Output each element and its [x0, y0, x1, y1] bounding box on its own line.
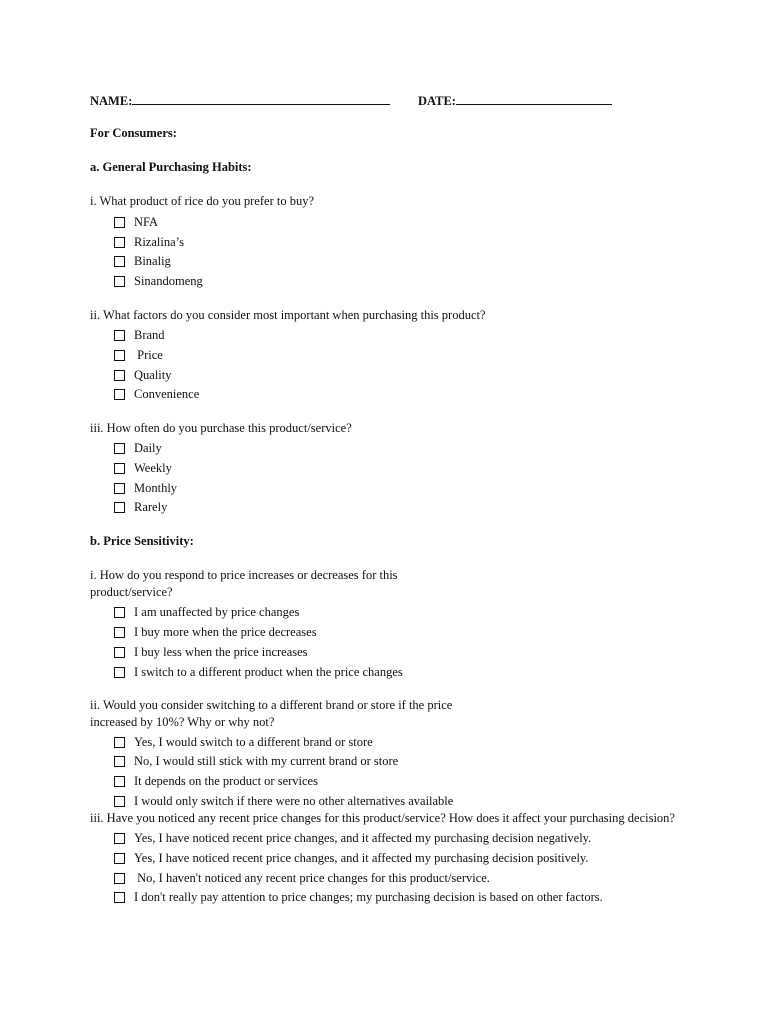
checkbox[interactable] — [114, 853, 125, 864]
option-label: Convenience — [134, 386, 200, 401]
question-b1-line2: product/service? — [90, 585, 173, 599]
name-field[interactable] — [90, 92, 390, 109]
checkbox[interactable] — [114, 647, 125, 658]
checkbox[interactable] — [114, 330, 125, 341]
checkbox[interactable] — [114, 502, 125, 513]
option-label: Yes, I have noticed recent price changes, and it affected my purchasing decision positively. — [134, 850, 589, 865]
checkbox[interactable] — [114, 443, 125, 454]
option-b1-1[interactable] — [114, 604, 299, 620]
checkbox[interactable] — [114, 756, 125, 767]
option-label: NFA — [134, 214, 159, 229]
date-field[interactable] — [418, 92, 612, 109]
checkbox[interactable] — [114, 737, 125, 748]
option-label: Weekly — [134, 460, 172, 475]
question-b2-line1: ii. Would you consider switching to a different brand or store if the price — [90, 698, 453, 712]
option-b3-4[interactable] — [114, 889, 603, 905]
option-b2-1[interactable] — [114, 734, 373, 750]
checkbox[interactable] — [114, 627, 125, 638]
option-a2-2[interactable] — [114, 347, 163, 363]
name-blank-line[interactable] — [132, 92, 390, 105]
option-label: Yes, I have noticed recent price changes, and it affected my purchasing decision negatively. — [134, 830, 592, 845]
checkbox[interactable] — [114, 217, 125, 228]
checkbox[interactable] — [114, 463, 125, 474]
section-title: For Consumers: — [90, 126, 177, 140]
option-a1-3[interactable] — [114, 253, 171, 269]
checkbox[interactable] — [114, 276, 125, 287]
option-label: Binalig — [134, 253, 171, 268]
option-label: Monthly — [134, 480, 178, 495]
option-label: No, I haven't noticed any recent price changes for this product/service. — [134, 870, 490, 885]
question-a2: ii. What factors do you consider most important when purchasing this product? — [90, 308, 486, 322]
option-b3-1[interactable] — [114, 830, 591, 846]
date-blank-line[interactable] — [456, 92, 612, 105]
option-label: I switch to a different product when the price changes — [134, 664, 403, 679]
question-b2-line2: increased by 10%? Why or why not? — [90, 715, 275, 729]
option-label: Price — [134, 347, 163, 362]
option-a1-2[interactable] — [114, 234, 184, 250]
question-b3: iii. Have you noticed any recent price changes for this product/service? How does it affect your purchasing decision? — [90, 811, 675, 825]
checkbox[interactable] — [114, 389, 125, 400]
option-label: Yes, I would switch to a different brand or store — [134, 734, 373, 749]
checkbox[interactable] — [114, 483, 125, 494]
option-label: I buy less when the price increases — [134, 644, 308, 659]
name-label: NAME: — [90, 94, 133, 108]
option-label: Brand — [134, 327, 165, 342]
checkbox[interactable] — [114, 350, 125, 361]
question-b1-line1: i. How do you respond to price increases or decreases for this — [90, 568, 398, 582]
section-b-title: b. Price Sensitivity: — [90, 534, 194, 548]
option-label: No, I would still stick with my current brand or store — [134, 753, 399, 768]
option-label: Daily — [134, 440, 162, 455]
option-a2-4[interactable] — [114, 386, 199, 402]
option-a1-4[interactable] — [114, 273, 203, 289]
option-label: Quality — [134, 367, 172, 382]
option-a1-1[interactable] — [114, 214, 158, 230]
option-label: I buy more when the price decreases — [134, 624, 317, 639]
option-a3-4[interactable] — [114, 499, 167, 515]
checkbox[interactable] — [114, 833, 125, 844]
option-label: Sinandomeng — [134, 273, 203, 288]
option-a3-3[interactable] — [114, 480, 177, 496]
checkbox[interactable] — [114, 873, 125, 884]
option-b3-3[interactable] — [114, 870, 490, 886]
option-a2-3[interactable] — [114, 367, 172, 383]
option-b2-4[interactable] — [114, 793, 453, 809]
checkbox[interactable] — [114, 796, 125, 807]
option-a2-1[interactable] — [114, 327, 165, 343]
option-a3-1[interactable] — [114, 440, 162, 456]
checkbox[interactable] — [114, 776, 125, 787]
option-label: I would only switch if there were no other alternatives available — [134, 793, 454, 808]
option-label: Rizalina’s — [134, 234, 184, 249]
checkbox[interactable] — [114, 237, 125, 248]
option-b2-3[interactable] — [114, 773, 318, 789]
checkbox[interactable] — [114, 256, 125, 267]
option-label: I am unaffected by price changes — [134, 604, 300, 619]
option-b3-2[interactable] — [114, 850, 589, 866]
option-label: It depends on the product or services — [134, 773, 318, 788]
option-label: Rarely — [134, 499, 168, 514]
section-a-title: a. General Purchasing Habits: — [90, 160, 252, 174]
question-a3: iii. How often do you purchase this product/service? — [90, 421, 352, 435]
checkbox[interactable] — [114, 370, 125, 381]
checkbox[interactable] — [114, 667, 125, 678]
option-b1-3[interactable] — [114, 644, 308, 660]
option-b2-2[interactable] — [114, 753, 398, 769]
option-label: I don't really pay attention to price changes; my purchasing decision is based on other factors. — [134, 889, 603, 904]
question-a1: i. What product of rice do you prefer to buy? — [90, 194, 314, 208]
option-b1-4[interactable] — [114, 664, 403, 680]
checkbox[interactable] — [114, 607, 125, 618]
option-a3-2[interactable] — [114, 460, 172, 476]
date-label: DATE: — [418, 94, 456, 108]
option-b1-2[interactable] — [114, 624, 317, 640]
checkbox[interactable] — [114, 892, 125, 903]
